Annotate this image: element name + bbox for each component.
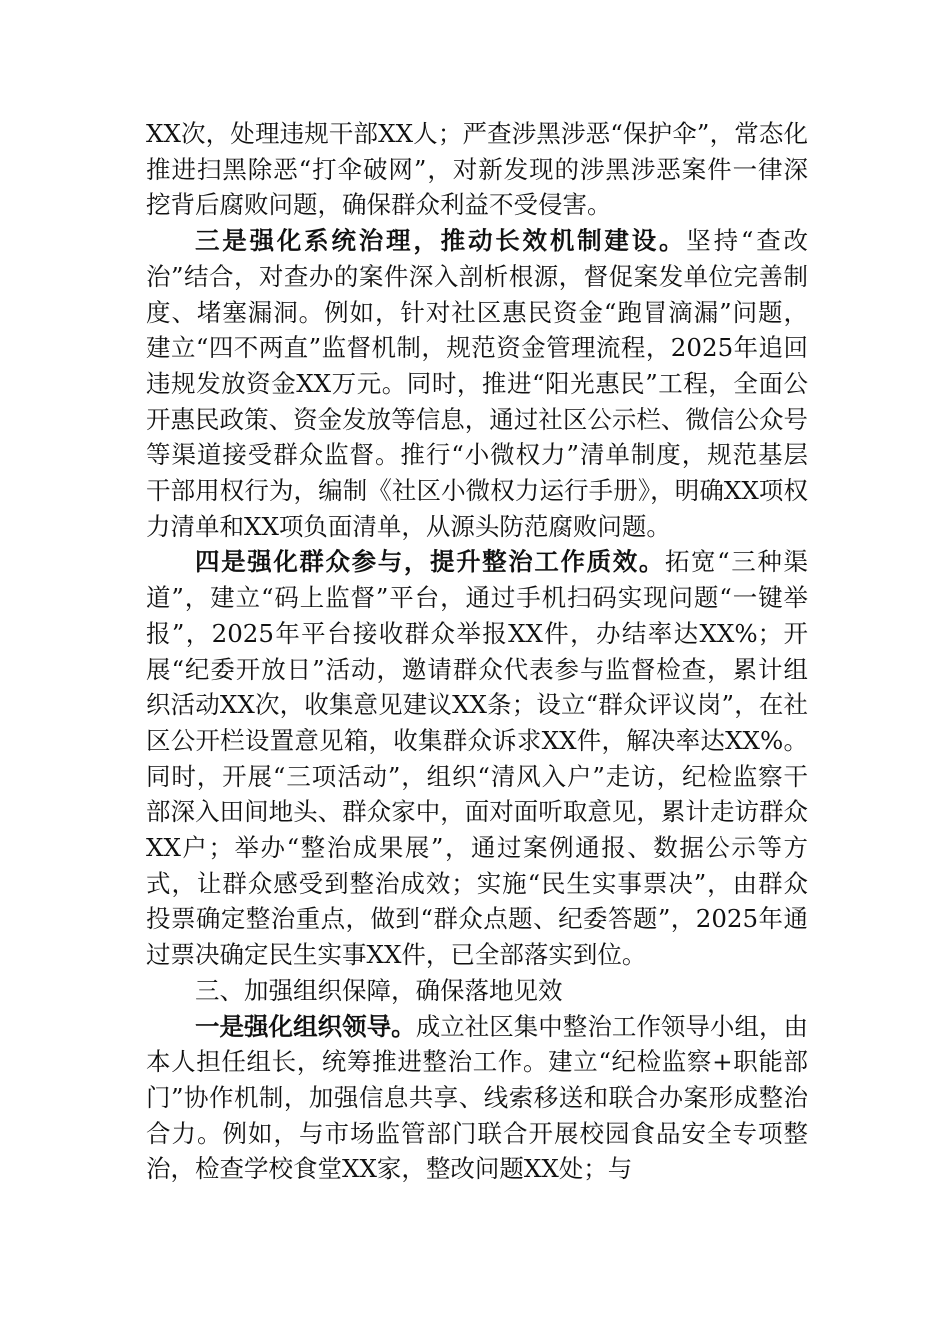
paragraph-body: XX次，处理违规干部XX人；严查涉黑涉恶“保护伞”，常态化推进扫黑除恶“打伞破网”，对新发现的涉黑涉恶案件一律深挖背后腐败问题，确保群众利益不受侵害。: [146, 119, 808, 220]
paragraph-public-participation: [146, 544, 808, 972]
paragraph-body: 成立社区集中整治工作领导小组，由本人担任组长，统筹推进整治工作。建立“纪检监察+职能部门”协作机制，加强信息共享、线索移送和联合办案形成整治合力。例如，与市场监管部门联合开展校园食品安全专项整治，检查学校食堂XX家，整改问题XX处；与: [146, 1011, 808, 1184]
section-heading: 三、加强组织保障，确保落地见效: [195, 975, 563, 1005]
paragraph-organizational-leadership: [146, 1009, 808, 1188]
paragraph-systematic-governance: [146, 223, 808, 544]
document-page: [146, 116, 808, 1187]
paragraph-lead: 三是强化系统治理，推动长效机制建设。: [195, 226, 687, 256]
paragraph-continued: [146, 116, 808, 223]
paragraph-body: 坚持“查改治”结合，对查办的案件深入剖析根源，督促案发单位完善制度、堵塞漏洞。例如，针对社区惠民资金“跑冒滴漏”问题，建立“四不两直”监督机制，规范资金管理流程，2025年追回违规发放资金XX万元。同时，推进“阳光惠民”工程，全面公开惠民政策、资金发放等信息，通过社区公示栏、微信公众号等渠道接受群众监督。推行“小微权力”清单制度，规范基层干部用权行为，编制《社区小微权力运行手册》，明确XX项权力清单和XX项负面清单，从源头防范腐败问题。: [146, 226, 808, 541]
paragraph-body: 拓宽“三种渠道”，建立“码上监督”平台，通过手机扫码实现问题“一键举报”，2025年平台接收群众举报XX件，办结率达XX%；开展“纪委开放日”活动，邀请群众代表参与监督检查，累计组织活动XX次，收集意见建议XX条；设立“群众评议岗”，在社区公开栏设置意见箱，收集群众诉求XX件，解决率达XX%。同时，开展“三项活动”，组织“清风入户”走访，纪检监察干部深入田间地头、群众家中，面对面听取意见，累计走访群众XX户；举办“整治成果展”，通过案例通报、数据公示等方式，让群众感受到整治成效；实施“民生实事票决”，由群众投票确定整治重点，做到“群众点题、纪委答题”，2025年通过票决确定民生实事XX件，已全部落实到位。: [146, 547, 808, 970]
paragraph-lead: 四是强化群众参与，提升整治工作质效。: [195, 547, 665, 577]
paragraph-lead: 一是强化组织领导。: [195, 1011, 416, 1041]
